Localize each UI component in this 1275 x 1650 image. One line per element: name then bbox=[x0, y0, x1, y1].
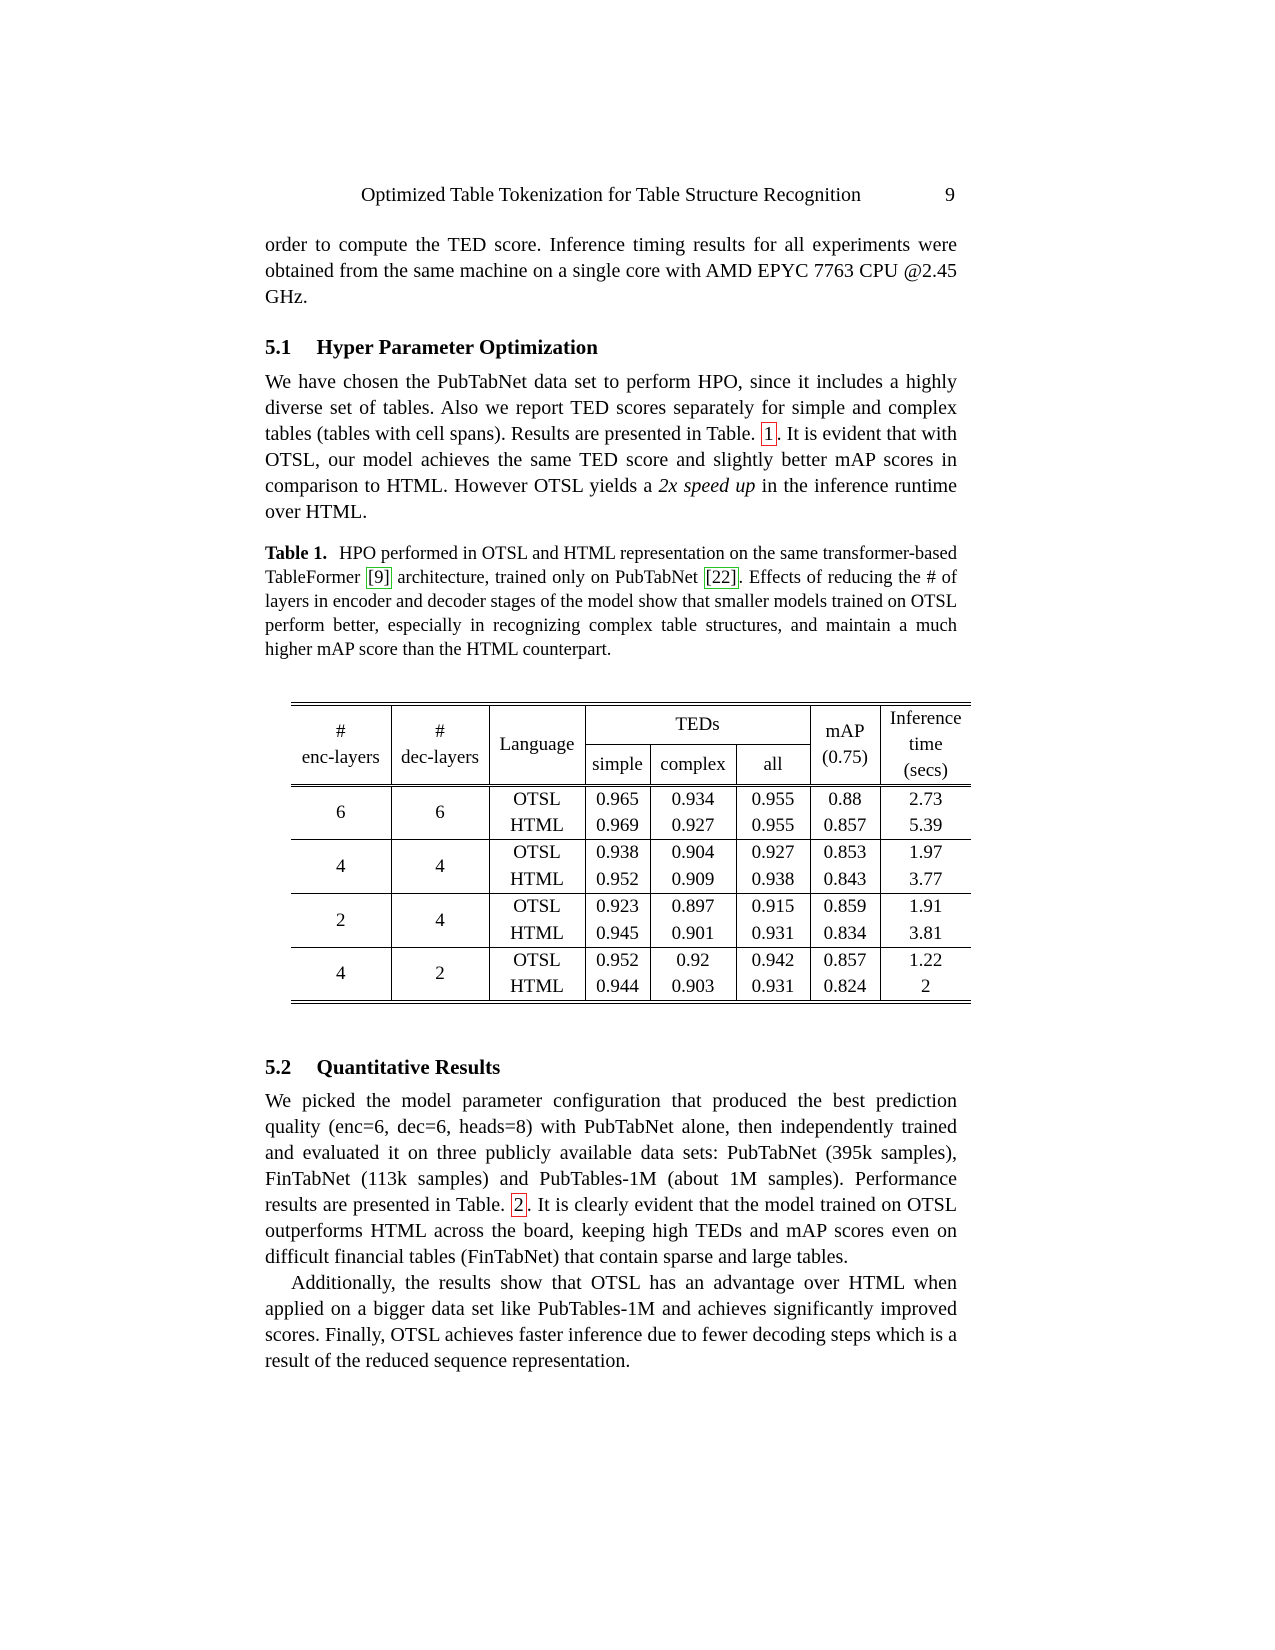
header-cell-complex: complex bbox=[650, 745, 736, 786]
paragraph-text: . It is evident that with OTSL, our model achieves the same TED score and slightly better mAP scores in comparison to HTML. However OTSL yields a bbox=[265, 423, 957, 497]
cell-simple: 0.923 bbox=[585, 894, 650, 921]
header-cell-dec-layers bbox=[391, 704, 489, 786]
cell-all: 0.938 bbox=[736, 867, 810, 894]
header-enc-label: enc-layers bbox=[301, 747, 380, 768]
cell-map: 0.859 bbox=[810, 894, 880, 921]
cell-complex: 0.927 bbox=[650, 813, 736, 840]
cell-all: 0.927 bbox=[736, 840, 810, 867]
cell-inference: 1.22 bbox=[880, 948, 971, 975]
cell-map: 0.824 bbox=[810, 975, 880, 1002]
cell-all: 0.955 bbox=[736, 786, 810, 813]
header-cell-simple: simple bbox=[585, 745, 650, 786]
cell-inference: 3.81 bbox=[880, 921, 971, 948]
header-map-label: mAP bbox=[825, 721, 865, 742]
section-5-1-title: Hyper Parameter Optimization bbox=[316, 335, 598, 359]
cell-language: HTML bbox=[489, 975, 585, 1002]
cell-complex: 0.903 bbox=[650, 975, 736, 1002]
header-cell-map bbox=[810, 704, 880, 786]
header-map-threshold: (0.75) bbox=[822, 747, 868, 768]
header-cell-inference bbox=[880, 704, 971, 786]
caption-text: . Effects of reducing the # of layers in encoder and decoder stages of the model show that smaller models trained on OTSL perform better, especially in recognizing complex table structures, and maintain a much higher mAP score than the HTML counterpart. bbox=[265, 568, 958, 660]
header-cell-enc-layers bbox=[291, 704, 391, 786]
cell-language: HTML bbox=[489, 921, 585, 948]
section-5-1-paragraph bbox=[265, 369, 957, 525]
cell-enc: 4 bbox=[291, 840, 391, 894]
cell-inference: 2.73 bbox=[880, 786, 971, 813]
cell-dec: 2 bbox=[391, 948, 489, 1002]
page-number: 9 bbox=[945, 184, 955, 206]
cell-map: 0.834 bbox=[810, 921, 880, 948]
section-5-2-number: 5.2 bbox=[265, 1054, 292, 1079]
section-5-2-paragraph-1 bbox=[265, 1088, 957, 1270]
cell-complex: 0.901 bbox=[650, 921, 736, 948]
cell-language: OTSL bbox=[489, 786, 585, 813]
citation-link-22[interactable]: [22] bbox=[705, 568, 737, 588]
intro-text: order to compute the TED score. Inference timing results for all experiments were obtained from the same machine on a single core with AMD EPYC 7763 CPU @2.45 GHz. bbox=[265, 234, 957, 308]
paragraph-text: in the inference runtime over HTML. bbox=[265, 475, 957, 523]
header-dec-hash: # bbox=[435, 721, 445, 742]
cell-language: HTML bbox=[489, 813, 585, 840]
section-5-1-heading bbox=[265, 334, 957, 360]
cell-simple: 0.944 bbox=[585, 975, 650, 1002]
cell-complex: 0.92 bbox=[650, 948, 736, 975]
italic-phrase: 2x speed up bbox=[658, 475, 756, 497]
cell-complex: 0.909 bbox=[650, 867, 736, 894]
section-5-2-title: Quantitative Results bbox=[316, 1054, 501, 1079]
cell-inference: 2 bbox=[880, 975, 971, 1002]
cell-simple: 0.938 bbox=[585, 840, 650, 867]
paragraph-text: . It is clearly evident that the model trained on OTSL outperforms HTML across the board, keeping high TEDs and mAP scores even on difficult financial tables (FinTabNet) that contain sparse and large tables. bbox=[265, 1193, 957, 1268]
table-1-caption-label: Table 1. bbox=[265, 544, 328, 564]
cell-inference: 3.77 bbox=[880, 867, 971, 894]
results-table bbox=[291, 702, 971, 1004]
citation-link-9[interactable]: [9] bbox=[368, 568, 390, 588]
intro-paragraph bbox=[265, 232, 957, 310]
table-1-caption bbox=[265, 542, 957, 662]
cell-complex: 0.934 bbox=[650, 786, 736, 813]
header-cell-language bbox=[489, 704, 585, 786]
cell-map: 0.853 bbox=[810, 840, 880, 867]
paragraph-text: Additionally, the results show that OTSL has an advantage over HTML when applied on a bigger data set like PubTables-1M and achieves significantly improved scores. Finally, OTSL achieves faster inference due to fewer decoding steps which is a result of the reduced sequence representation. bbox=[265, 1271, 957, 1372]
cell-all: 0.931 bbox=[736, 921, 810, 948]
cell-all: 0.942 bbox=[736, 948, 810, 975]
cell-complex: 0.904 bbox=[650, 840, 736, 867]
cell-map: 0.857 bbox=[810, 948, 880, 975]
table-row bbox=[291, 786, 971, 813]
header-inference-unit: time (secs) bbox=[903, 734, 948, 781]
cell-all: 0.955 bbox=[736, 813, 810, 840]
cell-map: 0.857 bbox=[810, 813, 880, 840]
table-row bbox=[291, 894, 971, 921]
cell-inference: 5.39 bbox=[880, 813, 971, 840]
caption-text: HPO performed in OTSL and HTML representation on the same transformer-based TableFormer bbox=[265, 544, 958, 588]
cell-language: OTSL bbox=[489, 840, 585, 867]
running-header bbox=[265, 183, 957, 207]
header-enc-hash: # bbox=[336, 721, 346, 742]
cell-enc: 4 bbox=[291, 948, 391, 1002]
cell-inference: 1.97 bbox=[880, 840, 971, 867]
text-column bbox=[265, 183, 962, 1374]
cell-dec: 4 bbox=[391, 894, 489, 948]
cell-map: 0.843 bbox=[810, 867, 880, 894]
cell-dec: 6 bbox=[391, 786, 489, 840]
running-header-title: Optimized Table Tokenization for Table Structure Recognition bbox=[360, 184, 862, 206]
section-5-2-heading bbox=[265, 1054, 957, 1080]
cell-inference: 1.91 bbox=[880, 894, 971, 921]
cell-language: HTML bbox=[489, 867, 585, 894]
cell-language: OTSL bbox=[489, 894, 585, 921]
cell-simple: 0.965 bbox=[585, 786, 650, 813]
table-1-reference-link[interactable]: 1 bbox=[761, 422, 777, 446]
header-teds-label: TEDs bbox=[675, 714, 720, 736]
cell-map: 0.88 bbox=[810, 786, 880, 813]
header-cell-all: all bbox=[736, 745, 810, 786]
header-cell-teds bbox=[585, 704, 810, 745]
header-inference-label: Inference bbox=[889, 708, 962, 729]
paragraph-text: We picked the model parameter configuration that produced the best prediction quality (enc=6, dec=6, heads=8) with PubTabNet alone, then independently trained and evaluated it on three publicly available data sets: PubTabNet (395k samples), FinTabNet (113k samples) and PubTables-1M (about 1M samples). Performance results are presented in Table. bbox=[265, 1089, 957, 1216]
cell-all: 0.931 bbox=[736, 975, 810, 1002]
cell-dec: 4 bbox=[391, 840, 489, 894]
cell-complex: 0.897 bbox=[650, 894, 736, 921]
section-5-1-number: 5.1 bbox=[265, 335, 292, 359]
cell-language: OTSL bbox=[489, 948, 585, 975]
header-language-label: Language bbox=[499, 734, 575, 755]
table-row bbox=[291, 840, 971, 867]
cell-enc: 6 bbox=[291, 786, 391, 840]
cell-simple: 0.952 bbox=[585, 867, 650, 894]
cell-simple: 0.952 bbox=[585, 948, 650, 975]
cell-simple: 0.969 bbox=[585, 813, 650, 840]
cell-simple: 0.945 bbox=[585, 921, 650, 948]
table-2-reference-link[interactable]: 2 bbox=[511, 1193, 527, 1217]
paragraph-text: We have chosen the PubTabNet data set to perform HPO, since it includes a highly diverse set of tables. Also we report TED scores separately for simple and complex tables (tables with cell spans). Results are presented in Table. bbox=[265, 371, 957, 445]
caption-text: architecture, trained only on PubTabNet bbox=[391, 568, 704, 588]
cell-all: 0.915 bbox=[736, 894, 810, 921]
table-row bbox=[291, 948, 971, 975]
cell-enc: 2 bbox=[291, 894, 391, 948]
section-5-2-paragraph-2 bbox=[265, 1270, 957, 1374]
header-dec-label: dec-layers bbox=[400, 747, 480, 768]
